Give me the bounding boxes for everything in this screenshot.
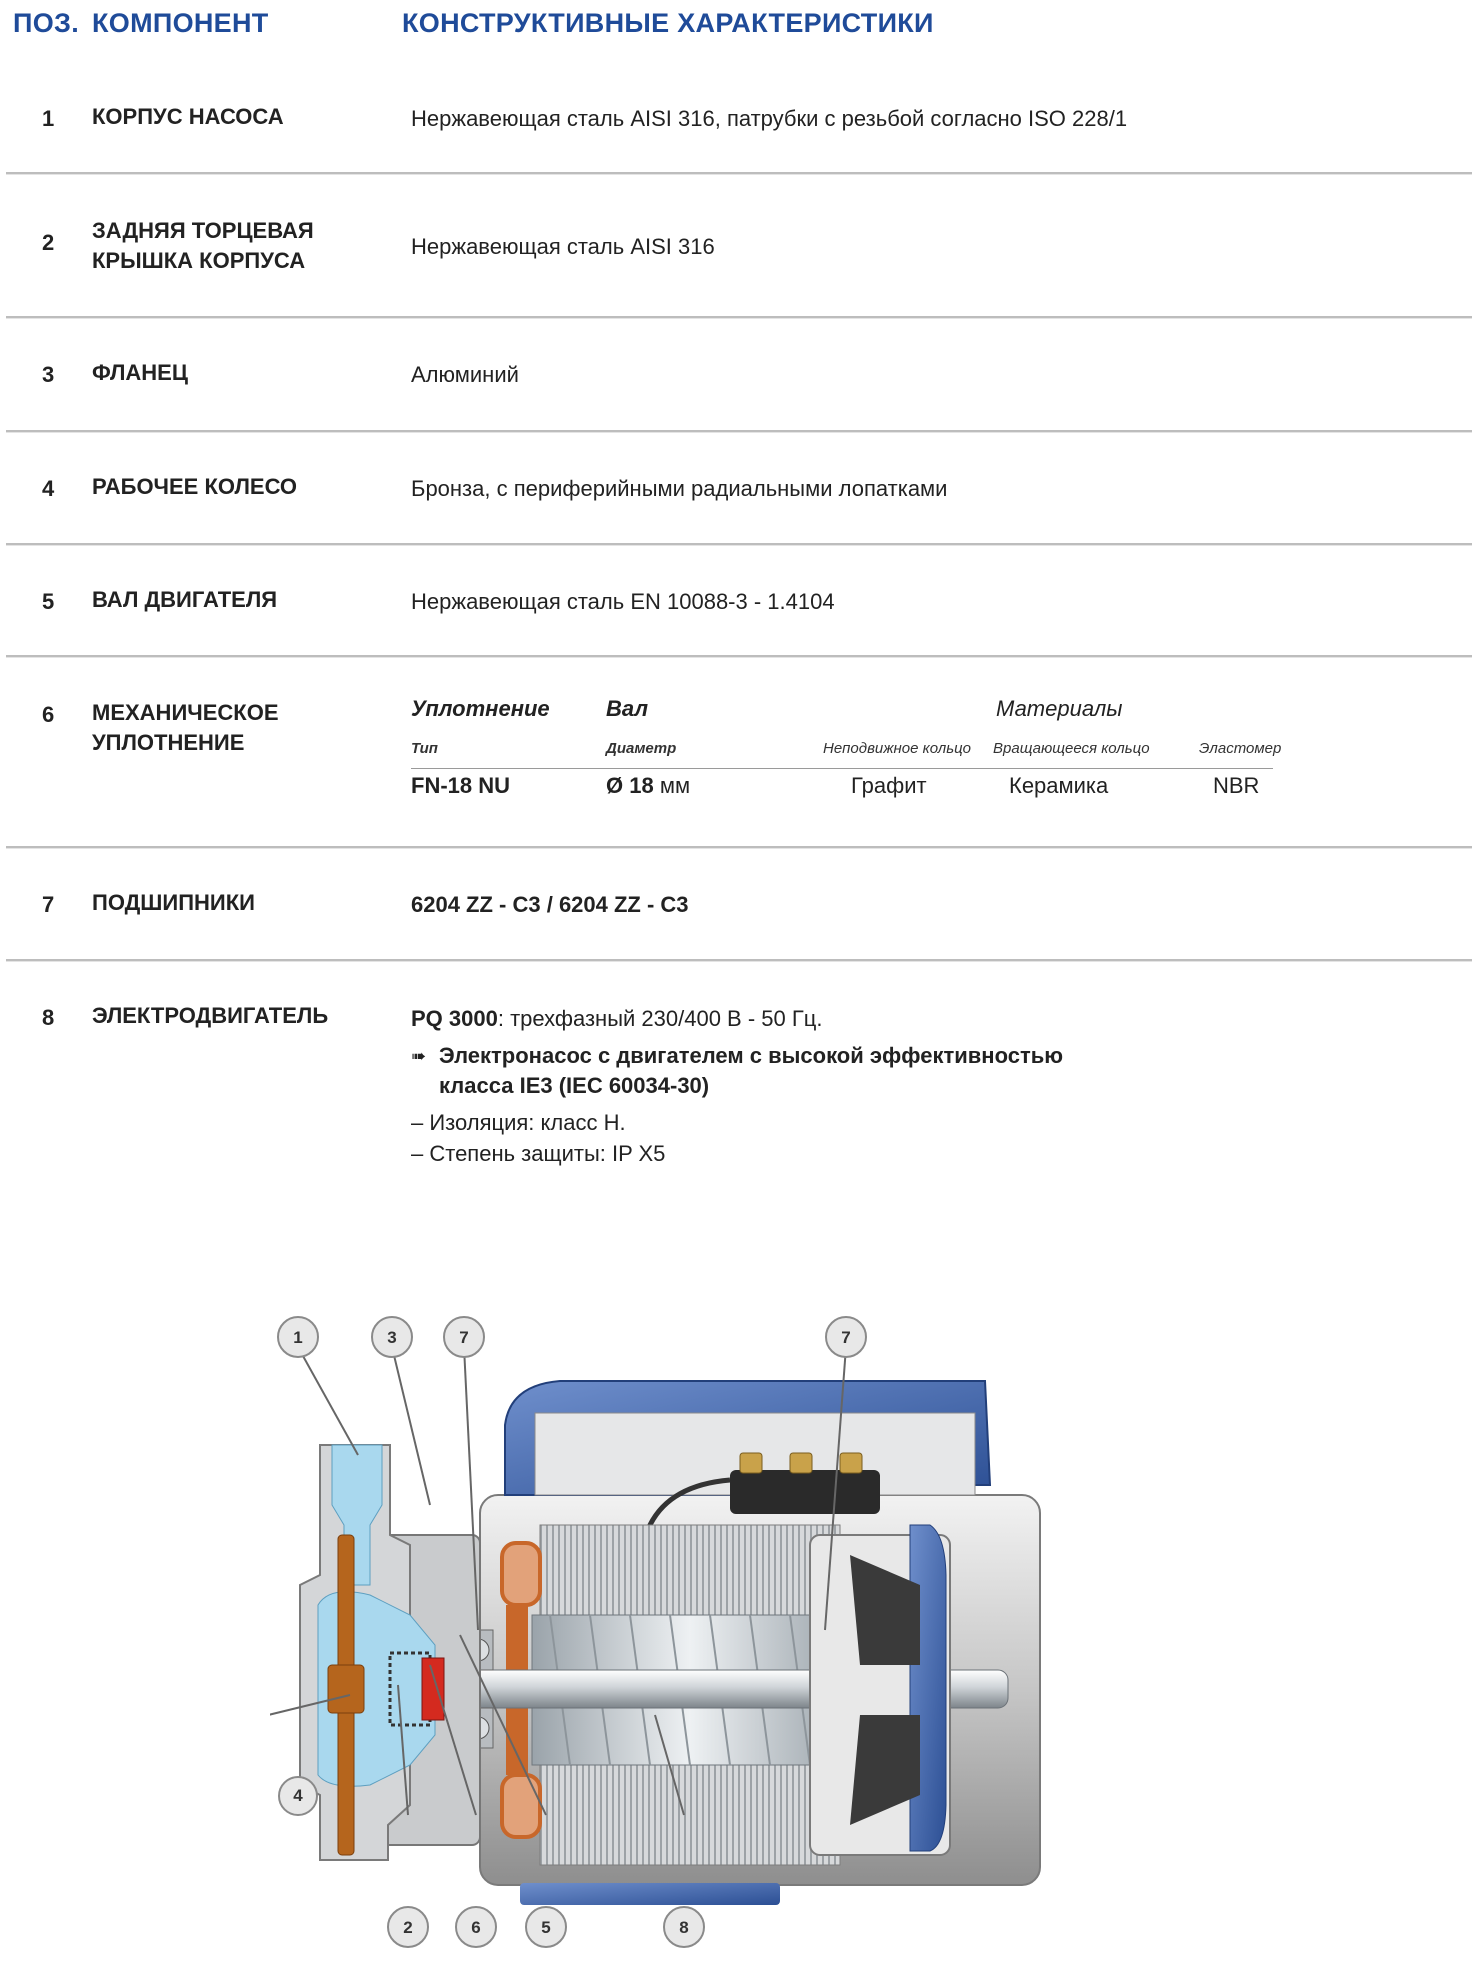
row-component: ФЛАНЕЦ xyxy=(92,360,188,385)
callout-4-label: 4 xyxy=(293,1786,303,1805)
type-header: Тип xyxy=(411,740,438,757)
callout-4 xyxy=(278,1776,318,1816)
row-component-line: ЗАДНЯЯ ТОРЦЕВАЯ xyxy=(92,218,314,243)
callout-6 xyxy=(456,1907,496,1947)
seal-divider xyxy=(411,768,1273,769)
row-number: 1 xyxy=(42,106,55,131)
callout-7-front xyxy=(444,1317,484,1357)
row-number: 2 xyxy=(42,230,55,255)
callout-3 xyxy=(372,1317,412,1357)
motor-spec-line xyxy=(411,1004,1211,1034)
motor-bullets xyxy=(411,1107,1211,1169)
row-component-line: КРЫШКА КОРПУСА xyxy=(92,248,306,273)
row-component: ВАЛ ДВИГАТЕЛЯ xyxy=(92,587,278,612)
fan-housing xyxy=(910,1525,946,1851)
callout-3-label: 3 xyxy=(387,1328,397,1347)
seal-type-value: FN-18 NU xyxy=(411,773,511,798)
callout-5 xyxy=(526,1907,566,1947)
header-component: КОМПОНЕНТ xyxy=(92,8,269,38)
shaft-header: Вал xyxy=(606,696,649,721)
fixed-ring-header: Неподвижное кольцо xyxy=(823,740,972,757)
row-description: Бронза, с периферийными радиальными лопатками xyxy=(411,476,948,501)
protection-item: – Степень защиты: IP X5 xyxy=(411,1141,666,1166)
row-number: 7 xyxy=(42,892,55,917)
row-number: 8 xyxy=(42,1005,55,1030)
row-component: КОРПУС НАСОСА xyxy=(92,104,284,129)
diameter-header: Диаметр xyxy=(606,740,677,757)
callout-2 xyxy=(388,1907,428,1947)
motor-description xyxy=(411,1004,1211,1169)
row-number: 6 xyxy=(42,702,55,727)
callout-1 xyxy=(278,1317,318,1357)
elastomer-header: Эластомер xyxy=(1199,740,1282,757)
row-number: 3 xyxy=(42,362,55,387)
pump-cutaway-diagram xyxy=(270,1285,1190,1965)
row-divider xyxy=(6,430,1472,433)
row-description: 6204 ZZ - C3 / 6204 ZZ - C3 xyxy=(411,892,689,917)
fixed-ring-value: Графит xyxy=(851,773,927,798)
efficiency-line: Электронасос с двигателем с высокой эффективностью xyxy=(439,1043,1064,1068)
callout-8-label: 8 xyxy=(679,1918,689,1937)
row-description: Нержавеющая сталь AISI 316 xyxy=(411,234,715,259)
materials-header: Материалы xyxy=(996,696,1123,721)
row-component-line: УПЛОТНЕНИЕ xyxy=(92,730,245,755)
motor-base xyxy=(520,1883,780,1905)
row-number: 5 xyxy=(42,589,55,614)
row-divider xyxy=(6,316,1472,319)
callout-8 xyxy=(664,1907,704,1947)
callout-7-rear xyxy=(826,1317,866,1357)
callout-5-label: 5 xyxy=(541,1918,551,1937)
terminal-block xyxy=(730,1470,880,1514)
motor-model: PQ 3000 xyxy=(411,1006,498,1031)
row-number: 4 xyxy=(42,476,55,501)
callout-2-label: 2 xyxy=(403,1918,413,1937)
callout-1-label: 1 xyxy=(293,1328,303,1347)
row-component: ЭЛЕКТРОДВИГАТЕЛЬ xyxy=(92,1003,329,1028)
efficiency-note xyxy=(411,1041,1169,1101)
motor-spec: : трехфазный 230/400 В - 50 Гц. xyxy=(497,1006,823,1031)
row-description: Алюминий xyxy=(411,362,519,387)
row-description: Нержавеющая сталь EN 10088-3 - 1.4104 xyxy=(411,589,835,614)
rotating-ring-header: Вращающееся кольцо xyxy=(993,740,1150,757)
row-component xyxy=(92,698,279,758)
row-divider xyxy=(6,655,1472,658)
seal-header: Уплотнение xyxy=(411,696,550,721)
callout-6-label: 6 xyxy=(471,1918,481,1937)
header-characteristics: КОНСТРУКТИВНЫЕ ХАРАКТЕРИСТИКИ xyxy=(402,8,934,38)
row-component-line: МЕХАНИЧЕСКОЕ xyxy=(92,700,279,725)
shaft-diameter-value xyxy=(606,773,690,799)
row-component: РАБОЧЕЕ КОЛЕСО xyxy=(92,474,298,499)
callout-7-rear-label: 7 xyxy=(841,1328,851,1347)
impeller-hub xyxy=(328,1665,364,1713)
row-description: Нержавеющая сталь AISI 316, патрубки с резьбой согласно ISO 228/1 xyxy=(411,106,1128,131)
diameter-unit: мм xyxy=(653,773,691,798)
seal-subtable xyxy=(411,696,1282,806)
row-component: ПОДШИПНИКИ xyxy=(92,890,255,915)
row-divider xyxy=(6,846,1472,849)
insulation-item: – Изоляция: класс H. xyxy=(411,1110,626,1135)
row-divider xyxy=(6,543,1472,546)
stator-bottom xyxy=(540,1755,840,1865)
row-component xyxy=(92,216,314,276)
header-pos: ПОЗ. xyxy=(13,8,80,38)
row-divider xyxy=(6,172,1472,175)
efficiency-line: класса IE3 (IEC 60034-30) xyxy=(439,1073,710,1098)
arrow-icon: ➠ xyxy=(411,1046,427,1066)
callout-7-front-label: 7 xyxy=(459,1328,469,1347)
elastomer-value: NBR xyxy=(1213,773,1260,798)
rotating-ring-value: Керамика xyxy=(1009,773,1109,798)
row-divider xyxy=(6,959,1472,962)
diameter-number: Ø 18 xyxy=(606,773,654,798)
terminal-screws xyxy=(740,1453,862,1473)
